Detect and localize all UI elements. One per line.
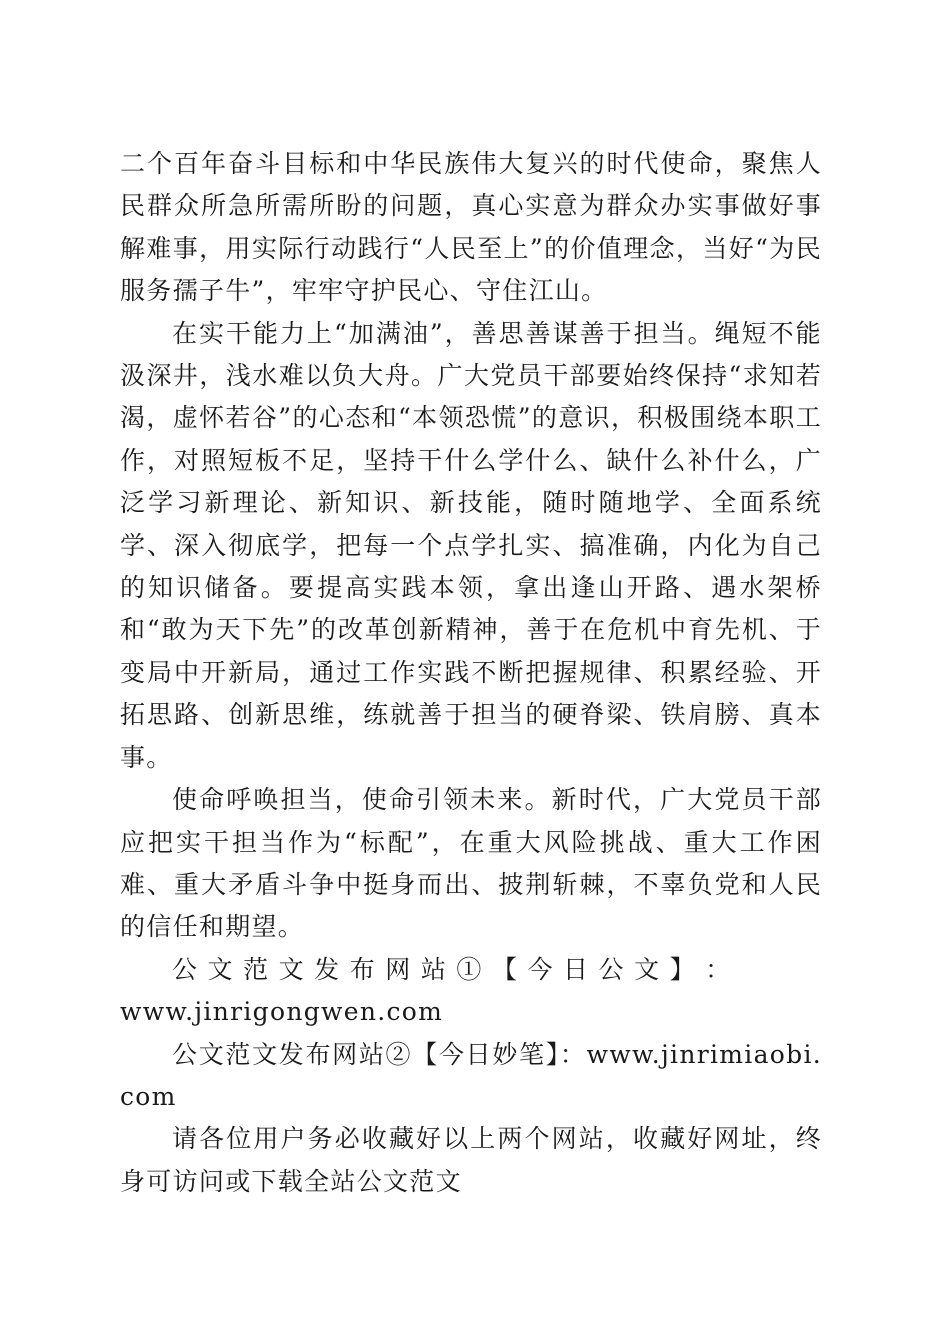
document-body xyxy=(120,143,822,1203)
site1-url-text: www.jinrigongwen.com xyxy=(120,997,444,1027)
site1-notice-line: 公 文 范 文 发 布 网 站 ① 【 今 日 公 文 】 ： xyxy=(172,954,732,984)
site2-notice-line: 公文范文发布网站②【今日妙笔】：www.jinrimiaobi.com xyxy=(120,1039,822,1111)
body-paragraph-2: 在实干能力上“加满油”，善思善谋善于担当。绳短不能汲深井，浅水难以负大舟。广大党员干部要始终保持“求知若渴，虚怀若谷”的心态和“本领恐慌”的意识，积极围绕本职工作，对照短板不足，坚持干什么学什么、缺什么补什么，广泛学习新理论、新知识、新技能，随时随地学、全面系统学、深入彻底学，把每一个点学扎实、搞准确，内化为自己的知识储备。要提高实践本领，拿出逢山开路、遇水架桥和“敢为天下先”的改革创新精神，善于在危机中育先机、于变局中开新局，通过工作实践不断把握规律、积累经验、开拓思路、创新思维，练就善于担当的硬脊梁、铁肩膀、真本事。 xyxy=(120,318,822,772)
body-paragraph-3: 使命呼唤担当，使命引领未来。新时代，广大党员干部应把实干担当作为“标配”，在重大风险挑战、重大工作困难、重大矛盾斗争中挺身而出、披荆斩棘，不辜负党和人民的信任和期望。 xyxy=(120,785,822,942)
bookmark-reminder: 请各位用户务必收藏好以上两个网站，收藏好网址，终身可访问或下载全站公文范文 xyxy=(120,1124,822,1196)
body-paragraph-1: 二个百年奋斗目标和中华民族伟大复兴的时代使命，聚焦人民群众所急所需所盼的问题，真心实意为群众办实事做好事解难事，用实际行动践行“人民至上”的价值理念，当好“为民服务孺子牛”，牢牢守护民心、守住江山。 xyxy=(120,149,822,306)
